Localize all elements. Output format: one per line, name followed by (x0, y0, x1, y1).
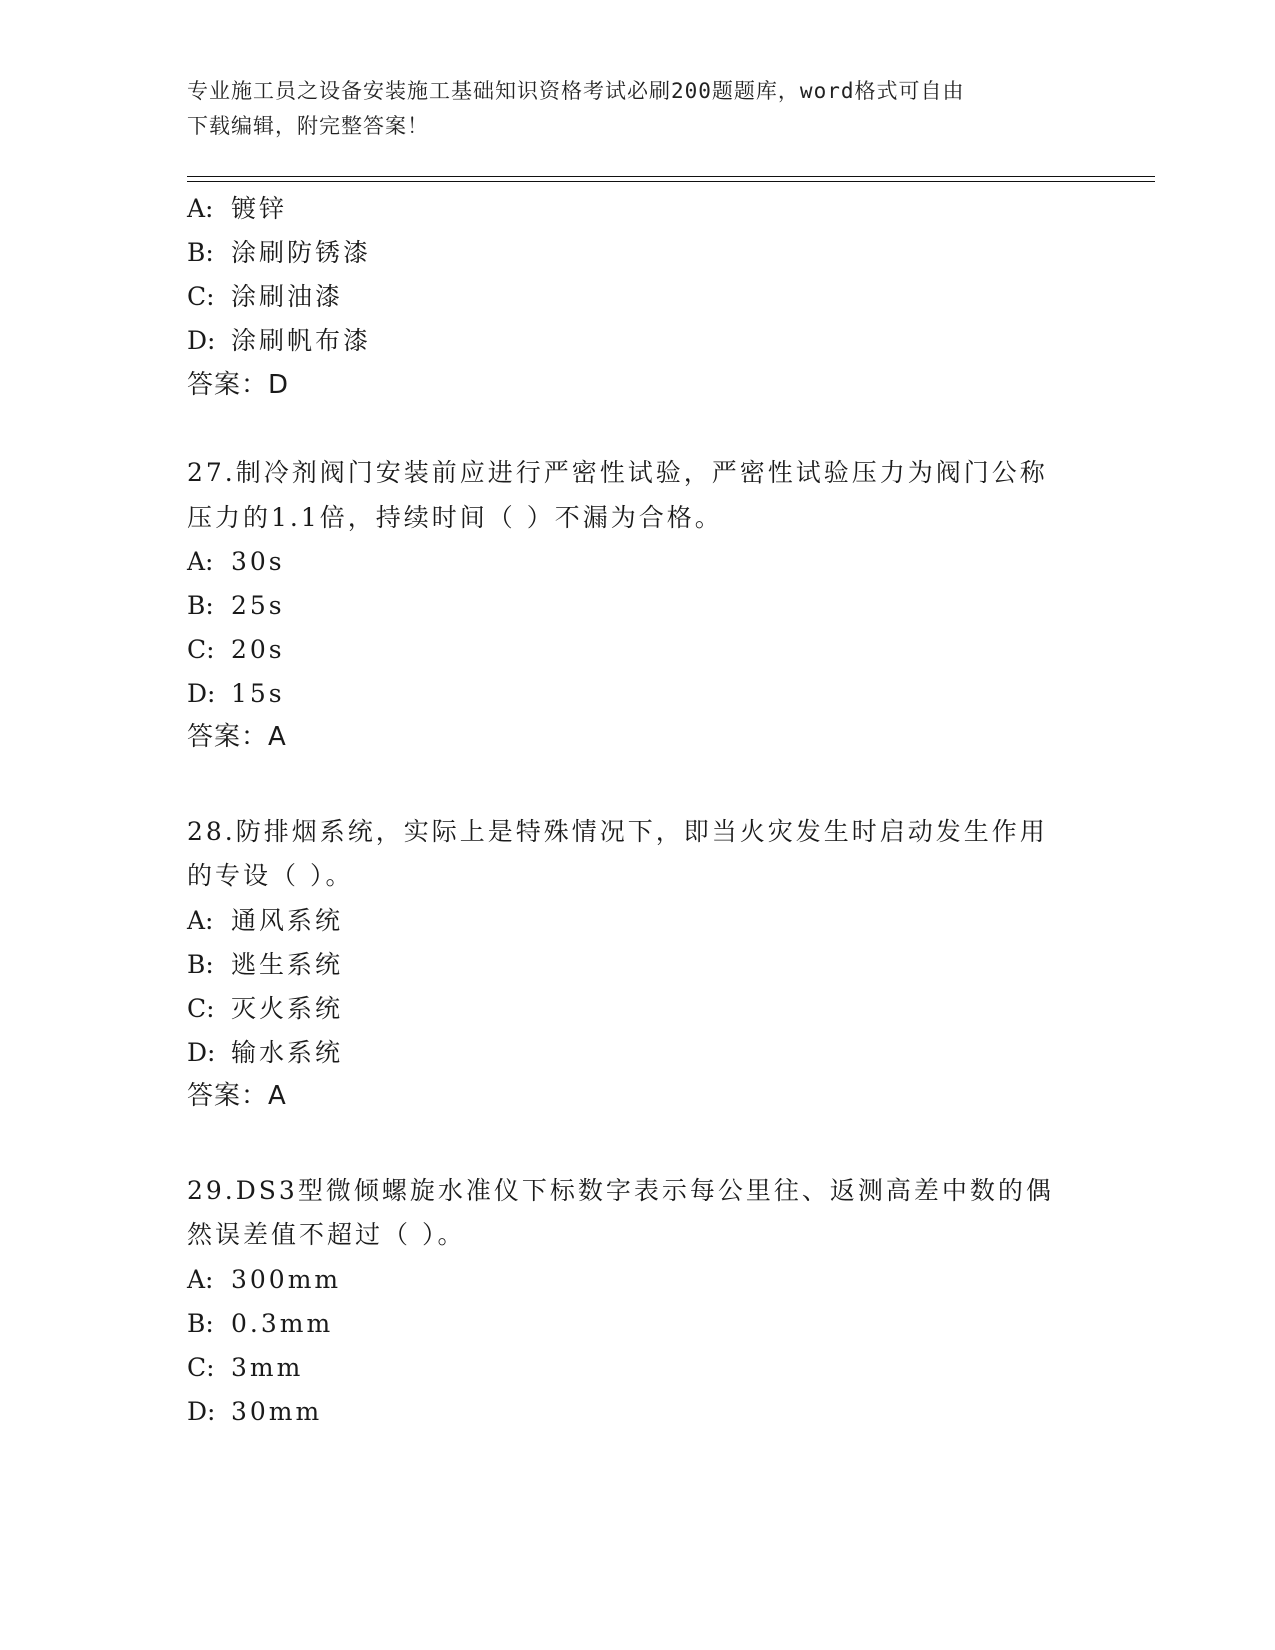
option-letter: B: (187, 591, 214, 620)
option-letter: B: (187, 238, 214, 267)
option-text: 20s (231, 635, 285, 664)
option-c (187, 1351, 303, 1385)
header-line-2: 下载编辑，附完整答案！ (187, 114, 429, 138)
option-a (187, 545, 285, 579)
option-a (187, 1263, 341, 1297)
header-rule-bottom (187, 181, 1155, 182)
option-b (187, 1307, 333, 1341)
option-letter: C: (187, 1353, 215, 1382)
option-text: 灭火系统 (231, 994, 344, 1023)
option-text: 涂刷帆布漆 (231, 326, 372, 355)
answer-line: 答案：A (187, 1081, 287, 1111)
answer-line: 答案：A (187, 722, 287, 752)
question-28-line-2: 的专设（ ）。 (187, 861, 354, 890)
option-letter: C: (187, 994, 215, 1023)
option-text: 逃生系统 (231, 950, 344, 979)
question-29-line-2: 然误差值不超过（ ）。 (187, 1220, 466, 1249)
option-text: 3mm (231, 1353, 304, 1382)
option-d (187, 677, 285, 711)
option-b (187, 236, 371, 270)
option-text: 镀锌 (231, 194, 288, 223)
option-d (187, 1036, 343, 1070)
header-rule-top (187, 176, 1155, 177)
option-text: 0.3mm (231, 1309, 334, 1338)
question-27-line-2: 压力的1.1倍，持续时间（ ）不漏为合格。 (187, 503, 723, 532)
option-letter: B: (187, 1309, 214, 1338)
option-letter: A: (187, 906, 214, 935)
option-letter: D: (187, 326, 216, 355)
option-letter: A: (187, 194, 214, 223)
option-letter: D: (187, 679, 216, 708)
option-d (187, 1395, 322, 1429)
option-d (187, 324, 371, 358)
option-b (187, 589, 285, 623)
option-text: 30s (231, 547, 285, 576)
option-b (187, 948, 343, 982)
option-text: 输水系统 (231, 1038, 344, 1067)
option-letter: D: (187, 1397, 216, 1426)
option-letter: A: (187, 547, 214, 576)
option-letter: B: (187, 950, 214, 979)
option-letter: C: (187, 282, 215, 311)
question-28-line-1: 28.防排烟系统，实际上是特殊情况下，即当火灾发生时启动发生作用 (187, 817, 1048, 846)
document-header (187, 74, 1087, 144)
option-text: 通风系统 (231, 906, 344, 935)
option-text: 25s (231, 591, 285, 620)
answer-line: 答案：D (187, 370, 290, 400)
option-a (187, 904, 343, 938)
option-text: 涂刷防锈漆 (231, 238, 372, 267)
header-line-1: 专业施工员之设备安装施工基础知识资格考试必刷200题题库，word格式可自由 (187, 79, 965, 103)
option-c (187, 280, 343, 314)
option-text: 涂刷油漆 (231, 282, 344, 311)
option-text: 15s (231, 679, 285, 708)
option-text: 30mm (231, 1397, 323, 1426)
option-text: 300mm (231, 1265, 342, 1294)
option-c (187, 633, 285, 667)
option-c (187, 992, 343, 1026)
option-letter: D: (187, 1038, 216, 1067)
option-letter: A: (187, 1265, 214, 1294)
option-a (187, 192, 287, 226)
option-letter: C: (187, 635, 215, 664)
question-29-line-1: 29.DS3型微倾螺旋水准仪下标数字表示每公里往、返测高差中数的偶 (187, 1176, 1054, 1205)
question-27-line-1: 27.制冷剂阀门安装前应进行严密性试验，严密性试验压力为阀门公称 (187, 458, 1048, 487)
